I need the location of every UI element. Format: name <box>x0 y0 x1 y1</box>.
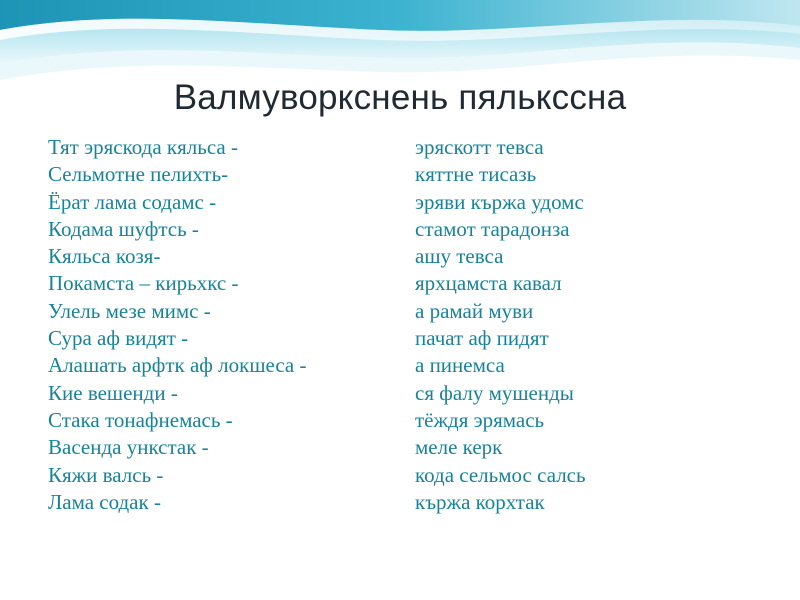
right-line: меле керк <box>415 435 503 460</box>
right-line: а рамай муви <box>415 298 534 323</box>
right-column <box>415 134 586 516</box>
right-line: ашу тевса <box>415 244 504 269</box>
left-line: Улель мезе мимс - <box>48 298 211 323</box>
right-line: ся фалу мушенды <box>415 380 574 405</box>
left-line: Лама содак - <box>48 489 161 514</box>
left-line: Покамста – кирьхкс - <box>48 271 239 296</box>
left-line: Сура аф видят - <box>48 326 189 351</box>
left-column <box>48 134 307 516</box>
right-line: эряви кържа удомс <box>415 189 584 214</box>
left-line: Кяжи валсь - <box>48 462 164 487</box>
left-line: Сельмотне пелихть- <box>48 162 229 187</box>
right-line: кържа корхтак <box>415 489 545 514</box>
left-line: Васенда ункстак - <box>48 435 209 460</box>
right-line: стамот тарадонза <box>415 216 570 241</box>
right-line: ярхцамста кавал <box>415 271 562 296</box>
right-line: эряскотт тевса <box>415 135 544 159</box>
left-line: Кие вешенди - <box>48 380 178 405</box>
left-line: Кяльса козя- <box>48 244 161 269</box>
right-line: тёждя эрямась <box>415 407 545 432</box>
right-line: кода сельмос салсь <box>415 462 586 487</box>
left-line: Тят эряскода кяльса - <box>48 135 238 159</box>
left-line: Алашать арфтк аф локшеса - <box>48 353 307 378</box>
right-line: пачат аф пидят <box>415 326 549 351</box>
left-line: Стака тонафнемась - <box>48 407 233 432</box>
left-line: Кодама шуфтсь - <box>48 216 199 241</box>
left-line: Ёрат лама содамс - <box>48 189 217 214</box>
right-line: а пинемса <box>415 353 505 378</box>
right-line: кяттне тисазь <box>415 162 537 187</box>
slide-title: Валмуворкснень пялькссна <box>173 78 627 117</box>
